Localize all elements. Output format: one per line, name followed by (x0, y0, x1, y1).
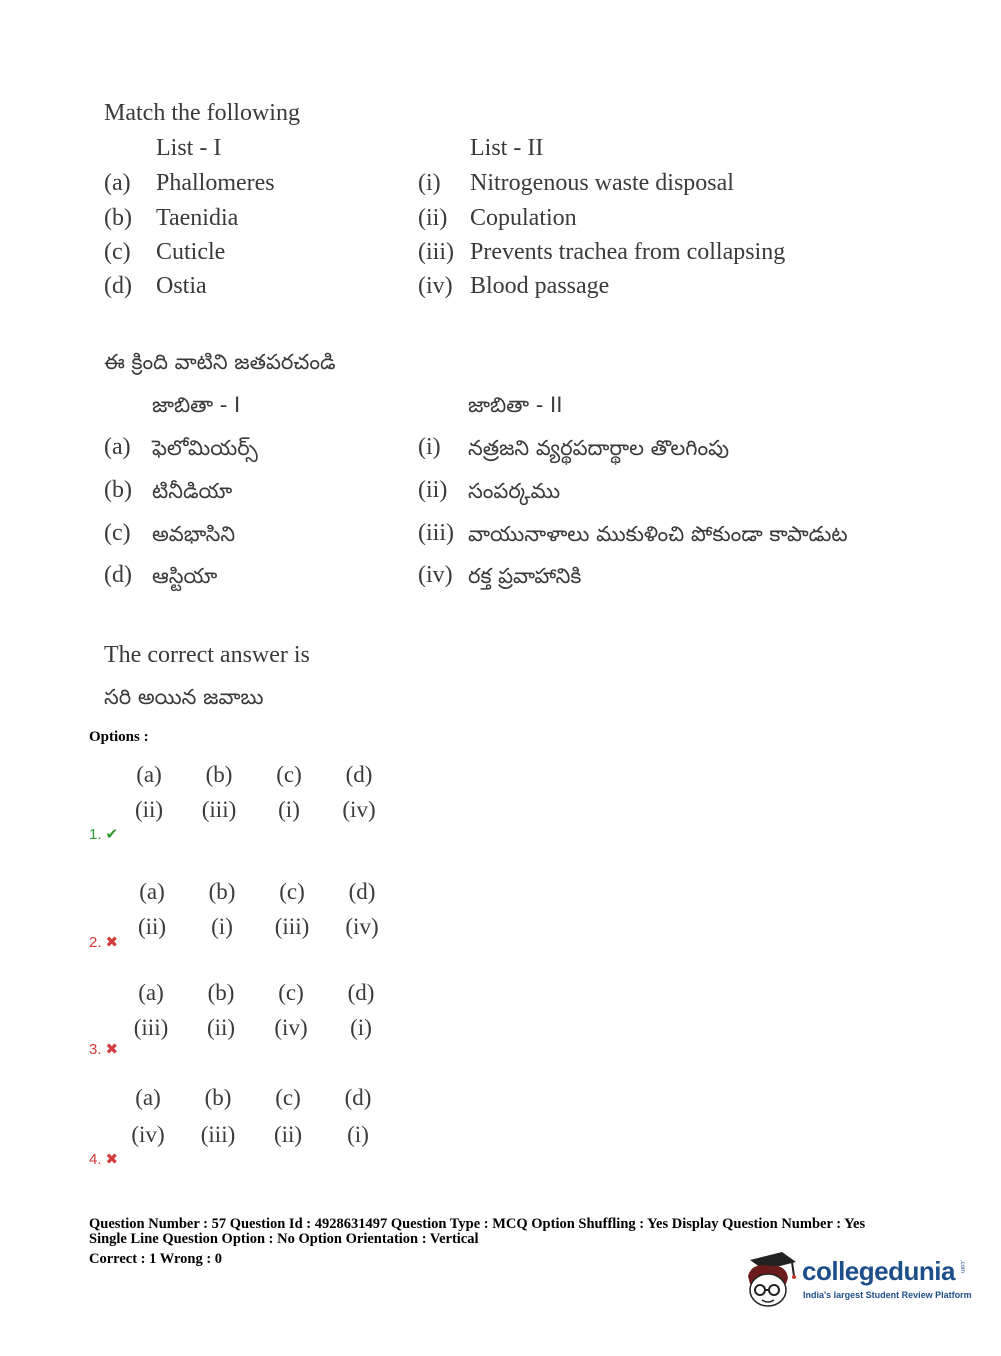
cross-icon: ✖ (105, 934, 119, 951)
check-icon: ✔ (105, 826, 119, 843)
option-cell: (a) (139, 879, 165, 904)
option-cell: (c) (275, 1085, 301, 1110)
option-number-label: 4. (89, 1151, 102, 1168)
option-cell: (iii) (274, 914, 310, 939)
row-item: రక్త ప్రవాహానికి (468, 564, 582, 588)
row-key: (a) (104, 170, 131, 196)
option-value-row (114, 797, 394, 823)
row-item: ఫెలోమియర్స్ (152, 436, 258, 460)
question-title-te: ఈ క్రింది వాటిని జతపరచండి (104, 350, 336, 374)
mascot-icon (742, 1250, 800, 1310)
row-key: (d) (104, 273, 132, 299)
option-cell: (i) (350, 1015, 372, 1040)
row-item: సంపర్కము (468, 479, 561, 503)
row-item: Prevents trachea from collapsing (470, 239, 786, 265)
option-number-label: 3. (89, 1041, 102, 1058)
option-cell: (i) (347, 1122, 369, 1147)
row-key: (c) (104, 520, 131, 546)
row-item: Nitrogenous waste disposal (470, 170, 734, 196)
question-title-en: Match the following (104, 100, 300, 126)
option-cell: (i) (278, 797, 300, 822)
question-meta-line2: Single Line Question Option : No Option Orientation : Vertical (89, 1231, 479, 1247)
option-cell: (ii) (134, 797, 164, 822)
option-cell: (a) (135, 1085, 161, 1110)
row-key: (iii) (418, 520, 454, 546)
collegedunia-logo (742, 1250, 972, 1310)
option-cell: (iv) (131, 1122, 165, 1147)
row-key: (b) (104, 477, 132, 503)
row-item: Ostia (156, 273, 207, 299)
option-cell: (c) (278, 980, 304, 1005)
row-item: అవభాసిని (152, 522, 236, 546)
row-key: (iv) (418, 273, 453, 299)
row-key: (i) (418, 434, 441, 460)
option-number (89, 933, 118, 951)
question-meta-line1: Question Number : 57 Question Id : 4928631497 Question Type : MCQ Option Shuffling : Yes Display Question Number : Yes (89, 1216, 866, 1232)
option-cell: (b) (208, 879, 236, 904)
row-key: (a) (104, 434, 131, 460)
option-cell: (d) (347, 980, 375, 1005)
cross-icon: ✖ (105, 1151, 119, 1168)
option-cell: (iv) (345, 914, 379, 939)
list2-header-en: List - II (470, 135, 544, 161)
option-cell: (ii) (137, 914, 167, 939)
option-header-row (114, 762, 394, 788)
option-cell: (a) (138, 980, 164, 1005)
option-header-row (113, 1085, 393, 1111)
logo-tagline: India's largest Student Review Platform (803, 1290, 972, 1300)
option-number (89, 825, 118, 843)
option-cell: (b) (207, 980, 235, 1005)
option-cell: (d) (345, 762, 373, 787)
option-cell: (iv) (274, 1015, 308, 1040)
row-key: (ii) (418, 477, 448, 503)
option-number (89, 1040, 118, 1058)
answer-prompt-en: The correct answer is (104, 642, 310, 668)
row-item: వాయునాళాలు ముకుళించి పోకుండా కాపాడుట (468, 522, 848, 546)
option-number (89, 1150, 118, 1168)
option-cell: (b) (204, 1085, 232, 1110)
options-label: Options : (89, 729, 149, 745)
row-item: Copulation (470, 205, 577, 231)
row-key: (d) (104, 562, 132, 588)
option-cell: (ii) (206, 1015, 236, 1040)
option-cell: (a) (136, 762, 162, 787)
option-value-row (117, 914, 397, 940)
option-cell: (d) (344, 1085, 372, 1110)
row-item: ఆస్టియా (152, 564, 218, 588)
row-item: Taenidia (156, 205, 239, 231)
option-value-row (116, 1015, 396, 1041)
row-item: Cuticle (156, 239, 226, 265)
option-cell: (d) (348, 879, 376, 904)
option-cell: (c) (279, 879, 305, 904)
row-key: (i) (418, 170, 441, 196)
option-header-row (117, 879, 397, 905)
row-item: నత్రజని వ్యర్థపదార్థాల తొలగింపు (468, 436, 730, 460)
option-value-row (113, 1122, 393, 1148)
row-key: (b) (104, 205, 132, 231)
option-cell: (c) (276, 762, 302, 787)
option-cell: (iii) (201, 797, 237, 822)
list1-header-te: జాబితా - I (152, 393, 241, 417)
option-cell: (iv) (342, 797, 376, 822)
row-key: (iv) (418, 562, 453, 588)
option-number-label: 1. (89, 826, 102, 843)
row-item: టినీడియా (152, 479, 233, 503)
list1-header-en: List - I (156, 135, 222, 161)
option-cell: (b) (205, 762, 233, 787)
option-cell: (ii) (273, 1122, 303, 1147)
answer-prompt-te: సరి అయిన జవాబు (104, 685, 264, 709)
question-meta-line3: Correct : 1 Wrong : 0 (89, 1251, 223, 1267)
option-number-label: 2. (89, 934, 102, 951)
row-item: Blood passage (470, 273, 610, 299)
logo-suffix: .com (959, 1260, 965, 1274)
option-cell: (i) (211, 914, 233, 939)
option-cell: (iii) (133, 1015, 169, 1040)
row-key: (iii) (418, 239, 454, 265)
logo-wordmark: collegedunia (802, 1256, 955, 1286)
row-item: Phallomeres (156, 170, 275, 196)
row-key: (c) (104, 239, 131, 265)
option-header-row (116, 980, 396, 1006)
row-key: (ii) (418, 205, 448, 231)
cross-icon: ✖ (105, 1041, 119, 1058)
list2-header-te: జాబితా - II (468, 393, 563, 417)
option-cell: (iii) (200, 1122, 236, 1147)
